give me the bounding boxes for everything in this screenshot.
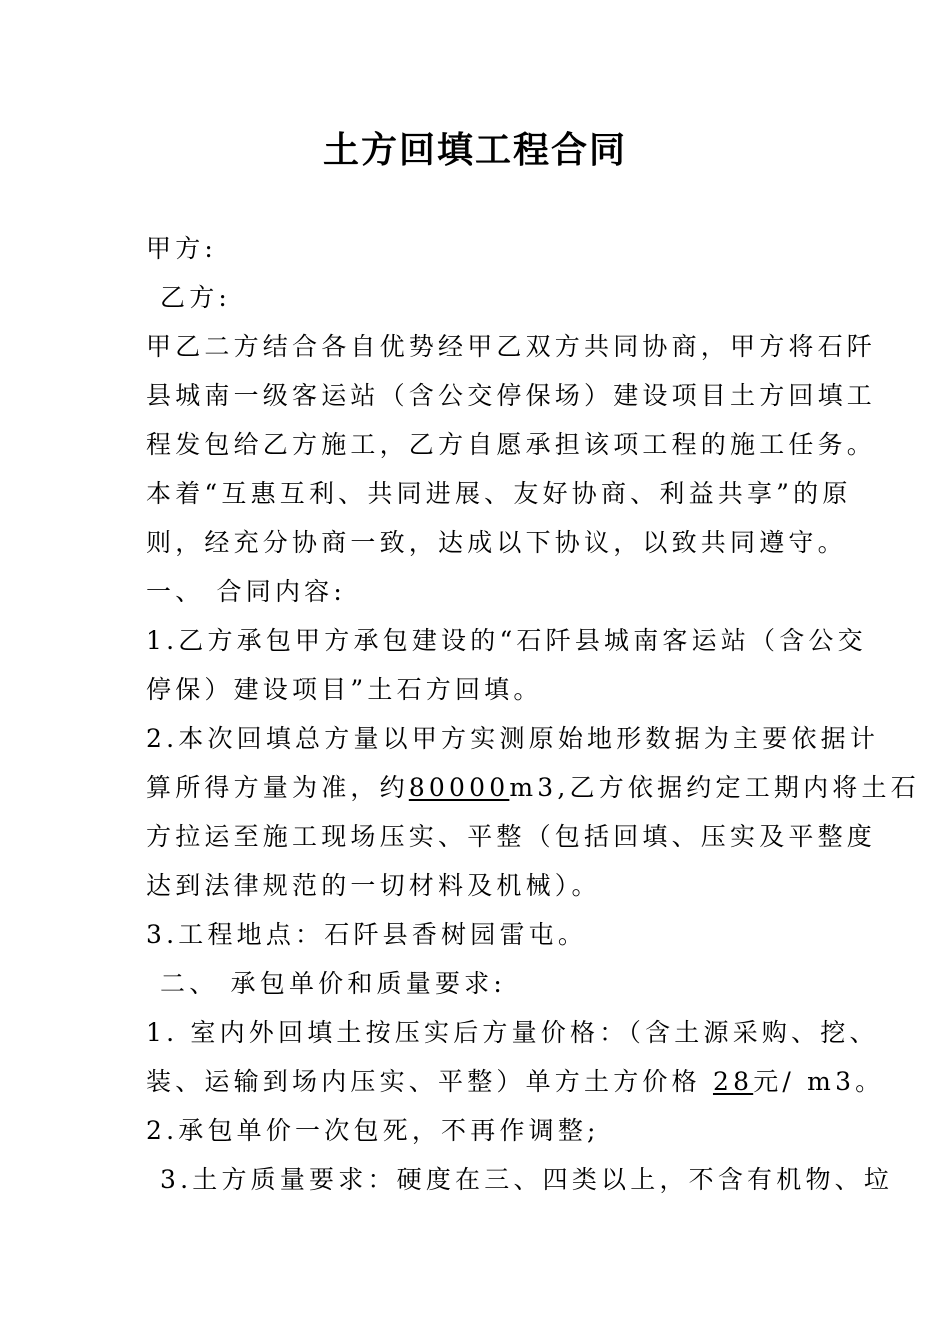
preamble-line: 程发包给乙方施工，乙方自愿承担该项工程的施工任务。 (146, 430, 877, 459)
volume-prefix: 算所得方量为准，约 (146, 773, 409, 802)
preamble-line: 县城南一级客运站（含公交停保场）建设项目土方回填工 (146, 381, 877, 410)
section-2-item-3: 3.土方质量要求：硬度在三、四类以上，不含有机物、垃 (160, 1165, 894, 1194)
section-1-item-1-line: 1.乙方承包甲方承包建设的“石阡县城南客运站（含公交 (146, 626, 867, 655)
document-title: 土方回填工程合同 (322, 129, 627, 171)
volume-suffix: m3,乙方依据约定工期内将土石 (509, 773, 920, 802)
preamble-line: 甲乙二方结合各自优势经甲乙双方共同协商，甲方将石阡 (146, 332, 877, 361)
preamble-line: 本着“互惠互利、共同进展、友好协商、利益共享”的原 (146, 479, 852, 508)
document-body (146, 224, 920, 1204)
price-suffix: 元/ m3。 (753, 1067, 885, 1096)
price-prefix: 装、运输到场内压实、平整）单方土方价格 (146, 1067, 701, 1096)
section-2-item-1-line (146, 1057, 885, 1106)
volume-value: 80000 (408, 773, 510, 802)
section-1-item-1-line: 停保）建设项目”土石方回填。 (146, 675, 543, 704)
section-2-heading: 二、 承包单价和质量要求: (160, 969, 506, 998)
party-b-label: 乙方: (160, 283, 232, 312)
party-a-label: 甲方: (146, 234, 218, 263)
section-1-item-3: 3.工程地点：石阡县香树园雷屯。 (146, 920, 588, 949)
section-2-item-1-line: 1. 室内外回填土按压实后方量价格：（含土源采购、挖、 (146, 1018, 879, 1047)
section-1-item-2-line: 2.本次回填总方量以甲方实测原始地形数据为主要依据计 (146, 724, 880, 753)
price-value: 28 (712, 1067, 754, 1096)
section-2-item-2: 2.承包单价一次包死，不再作调整; (146, 1116, 600, 1145)
section-1-heading: 一、 合同内容: (146, 577, 346, 606)
section-1-item-2-line: 达到法律规范的一切材料及机械）。 (146, 871, 601, 900)
preamble-line: 则，经充分协商一致，达成以下协议，以致共同遵守。 (146, 528, 847, 557)
section-1-item-2-line (146, 763, 920, 812)
section-1-item-2-line: 方拉运至施工现场压实、平整（包括回填、压实及平整度 (146, 822, 877, 851)
